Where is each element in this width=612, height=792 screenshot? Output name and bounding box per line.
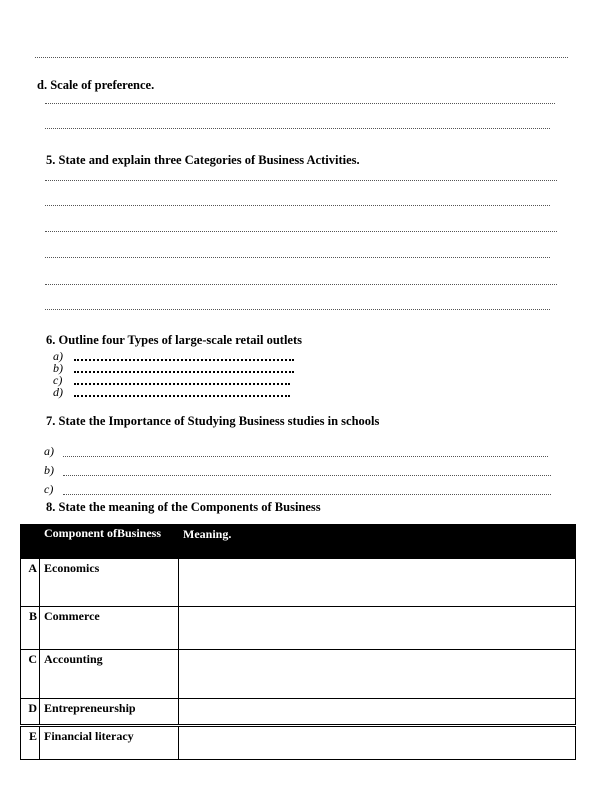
row-meaning[interactable]	[179, 607, 576, 650]
header-meaning: Meaning.	[179, 525, 576, 559]
row-letter: E	[21, 726, 40, 760]
item-label: c)	[53, 373, 63, 387]
answer-line[interactable]	[45, 128, 550, 129]
row-letter: D	[21, 699, 40, 726]
row-meaning[interactable]	[179, 726, 576, 760]
table-row	[21, 559, 576, 607]
answer-line[interactable]	[74, 395, 290, 397]
question-d-title: d. Scale of preference.	[37, 78, 155, 92]
answer-line[interactable]	[45, 231, 557, 232]
answer-line[interactable]	[45, 257, 550, 258]
answer-line[interactable]	[74, 359, 294, 361]
question-7-title: 7. State the Importance of Studying Business studies in schools	[46, 414, 380, 428]
row-letter: B	[21, 607, 40, 650]
header-component: Component ofBusiness	[40, 525, 179, 559]
header-letter	[21, 525, 40, 559]
row-meaning[interactable]	[179, 559, 576, 607]
question-8-title: 8. State the meaning of the Components of Business	[46, 500, 321, 514]
item-label: c)	[44, 482, 54, 496]
item-label: b)	[53, 361, 63, 375]
answer-line[interactable]	[45, 284, 557, 285]
row-letter: C	[21, 650, 40, 699]
row-letter: A	[21, 559, 40, 607]
answer-line[interactable]	[35, 57, 568, 58]
answer-line[interactable]	[63, 475, 551, 476]
answer-line[interactable]	[45, 205, 550, 206]
answer-line[interactable]	[63, 456, 548, 457]
table-row	[21, 726, 576, 760]
answer-line[interactable]	[74, 383, 290, 385]
question-6-title: 6. Outline four Types of large-scale retail outlets	[46, 333, 302, 347]
answer-line[interactable]	[45, 309, 550, 310]
row-component: Commerce	[40, 607, 179, 650]
item-label: a)	[53, 349, 63, 363]
row-meaning[interactable]	[179, 650, 576, 699]
row-meaning[interactable]	[179, 699, 576, 726]
answer-line[interactable]	[45, 180, 557, 181]
item-label: a)	[44, 444, 54, 458]
table-row	[21, 607, 576, 650]
row-component: Entrepreneurship	[40, 699, 179, 726]
answer-line[interactable]	[63, 494, 551, 495]
row-component: Economics	[40, 559, 179, 607]
answer-line[interactable]	[74, 371, 294, 373]
answer-line[interactable]	[45, 103, 555, 104]
row-component: Financial literacy	[40, 726, 179, 760]
question-5-title: 5. State and explain three Categories of Business Activities.	[46, 153, 360, 167]
components-table	[20, 524, 576, 760]
item-label: b)	[44, 463, 54, 477]
table-row	[21, 699, 576, 726]
row-component: Accounting	[40, 650, 179, 699]
item-label: d)	[53, 385, 63, 399]
table-row	[21, 650, 576, 699]
